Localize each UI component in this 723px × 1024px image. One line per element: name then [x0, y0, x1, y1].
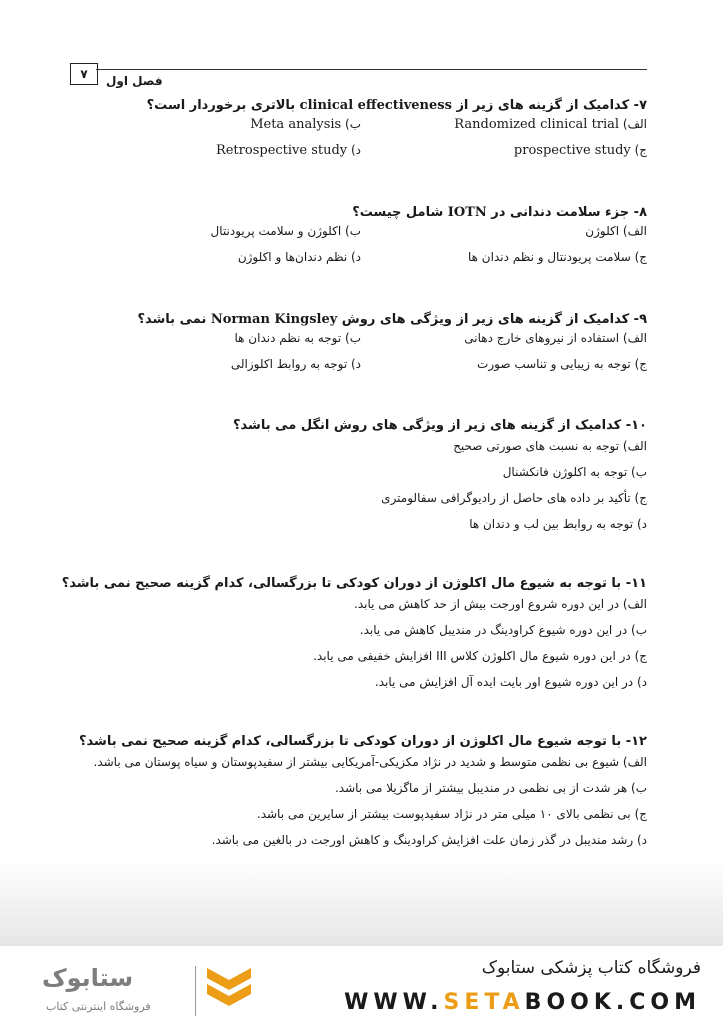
option-d: د) Retrospective study [215, 143, 361, 158]
option-a: الف) در این دوره شروع اورجت بیش از حد کاهش می یابد. [354, 597, 647, 611]
option-c: ج) prospective study [513, 143, 647, 158]
question-10 [80, 418, 647, 537]
option-row [80, 327, 647, 353]
option-row [80, 246, 647, 272]
question-9 [80, 312, 647, 379]
page-number: ۷ [70, 63, 98, 85]
footer-divider [195, 966, 196, 1016]
option-c: ج) توجه به زیبایی و تناسب صورت [477, 357, 647, 371]
brand-subtitle: فروشگاه اینترنتی کتاب [46, 1000, 151, 1013]
option-d: د) در این دوره شیوع اور بایت ایده آل افزایش می یابد. [374, 675, 647, 689]
option-b: ب) توجه به نظم دندان ها [234, 331, 361, 345]
option-row [80, 113, 647, 139]
option-a: الف) توجه به نسبت های صورتی صحیح [453, 439, 647, 453]
option-d: د) رشد مندیبل در گذر زمان علت افزایش کراودینگ و کاهش اورجت در بالغین می باشد. [211, 833, 647, 847]
question-title: ۷- کدامیک از گزینه های زیر از clinical effectiveness بالاتری برخوردار است؟ [146, 98, 647, 113]
chevron-logo-icon [203, 964, 255, 1014]
option-b: ب) در این دوره شیوع کراودینگ در مندیبل کاهش می یابد. [359, 623, 647, 637]
option-d: د) توجه به روابط اکلوزالی [230, 357, 361, 371]
option-a: الف) Randomized clinical trial [454, 117, 647, 132]
question-12 [60, 734, 647, 853]
brand-logo-text: ستابوک [42, 964, 134, 992]
option-row [80, 139, 647, 165]
option-b: ب) هر شدت از بی نظمی در مندیبل بیشتر از ماگزیلا می باشد. [334, 781, 647, 795]
question-title: ۱۰- کدامیک از گزینه های زیر از ویژگی های روش انگل می باشد؟ [232, 418, 647, 433]
question-8 [80, 205, 647, 272]
question-title: ۱۱- با توجه به شیوع مال اکلوژن از دوران کودکی تا بزرگسالی، کدام گزینه صحیح نمی باشد؟ [61, 576, 647, 591]
option-c: ج) بی نظمی بالای ۱۰ میلی متر در نژاد سفیدپوست بیشتر از سایرین می باشد. [256, 807, 647, 821]
option-c: ج) در این دوره شیوع مال اکلوژن کلاس III افزایش خفیفی می یابد. [313, 649, 647, 663]
store-name: فروشگاه کتاب پزشکی ستابوک [481, 958, 701, 978]
chapter-title: فصل اول [106, 74, 163, 88]
option-row [80, 220, 647, 246]
question-7 [80, 98, 647, 165]
page-bottom-shadow [0, 860, 723, 946]
option-a: الف) اکلوژن [585, 224, 647, 238]
option-d: د) توجه به روابط بین لب و دندان ها [469, 517, 647, 531]
question-title: ۹- کدامیک از گزینه های زیر از ویژگی های روش Norman Kingsley نمی باشد؟ [137, 312, 647, 327]
header-rule [96, 69, 647, 70]
option-b: ب) توجه به اکلوژن فانکشنال [502, 465, 647, 479]
option-row [80, 353, 647, 379]
question-11 [61, 576, 647, 695]
question-title: ۸- جزء سلامت دندانی در IOTN شامل چیست؟ [352, 205, 647, 220]
question-title: ۱۲- با توجه شیوع مال اکلوژن از دوران کودکی تا بزرگسالی، کدام گزینه صحیح نمی باشد؟ [79, 734, 647, 749]
option-b: ب) Meta analysis [250, 117, 361, 132]
option-a: الف) استفاده از نیروهای خارج دهانی [464, 331, 647, 345]
option-c: ج) تأکید بر داده های حاصل از رادیوگرافی سفالومتری [381, 491, 647, 505]
option-b: ب) اکلوژن و سلامت پریودنتال [210, 224, 361, 238]
option-a: الف) شیوع بی نظمی متوسط و شدید در نژاد مکزیکی-آمریکایی بیشتر از سفیدپوستان و سیاه پوستان می باشد. [93, 755, 647, 769]
store-url: WWW.SETABOOK.COM [344, 990, 701, 1015]
option-d: د) نظم دندان‌ها و اکلوژن [237, 250, 361, 264]
option-c: ج) سلامت پریودنتال و نظم دندان ها [468, 250, 647, 264]
